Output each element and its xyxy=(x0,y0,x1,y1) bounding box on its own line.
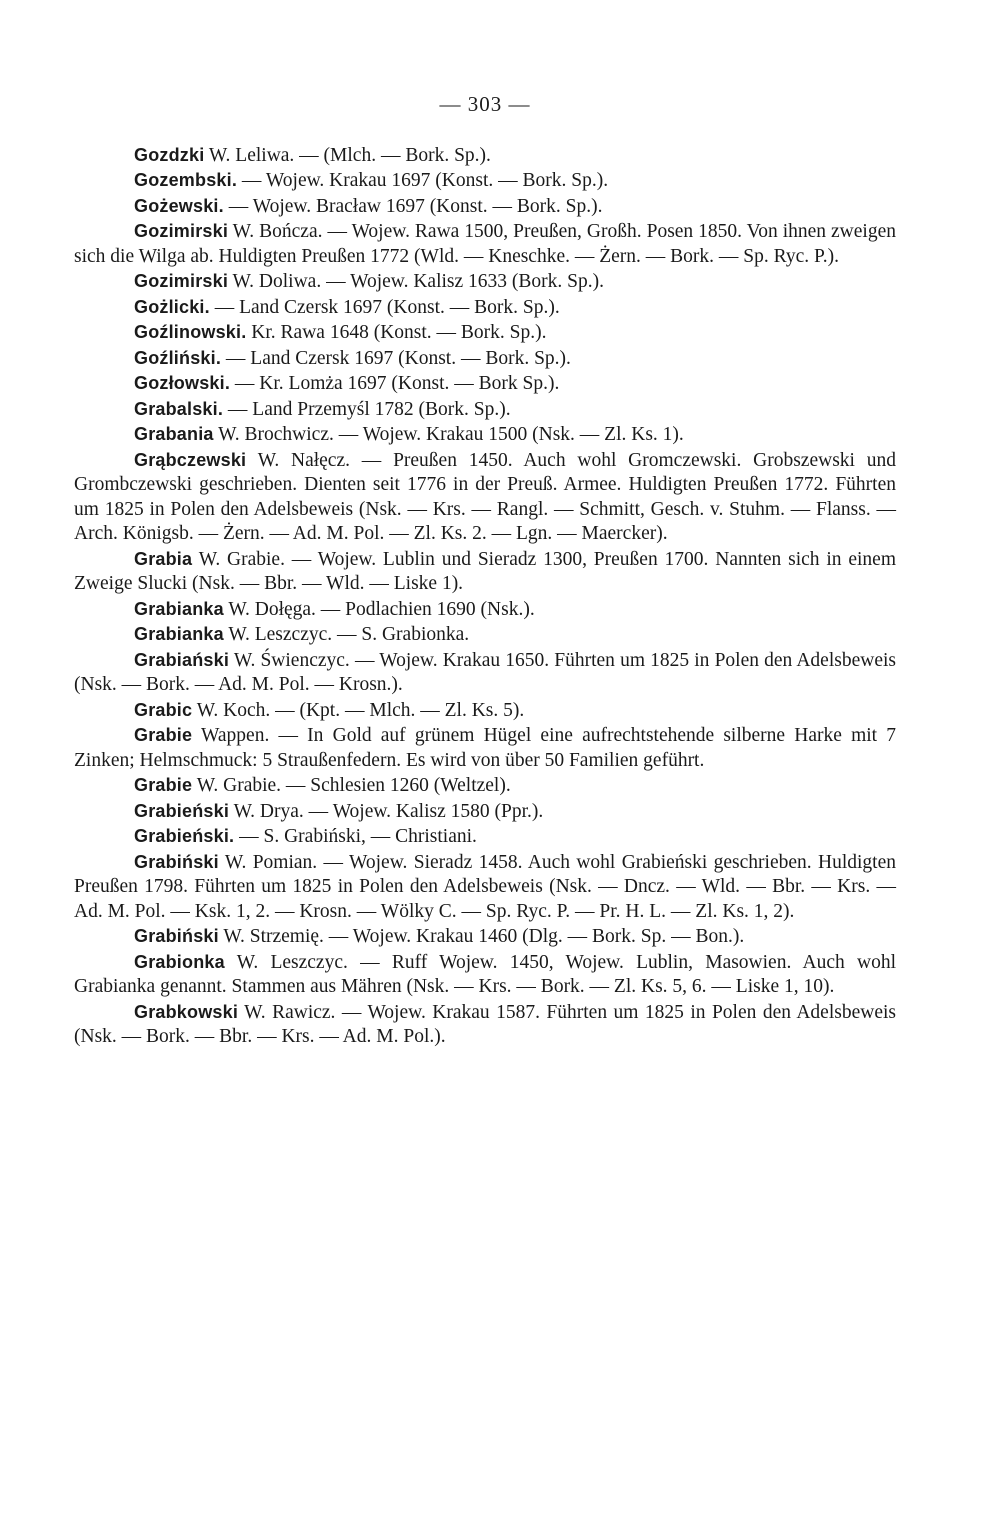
entry-text: W. Leszczyc. — S. Grabionka. xyxy=(223,624,470,645)
document-page xyxy=(74,92,896,1050)
entry xyxy=(74,950,896,1000)
entry-name: Grabianka xyxy=(134,624,224,644)
entry-text: Kr. Rawa 1648 (Konst. — Bork. Sp.). xyxy=(246,322,547,343)
entry xyxy=(74,698,896,724)
entry-text: W. Grabie. — Wojew. Lublin und Sieradz 1300, Preußen 1700. Nannten sich in einem Zweige Slucki (Nsk. — Bbr. — Wld. — Liske 1). xyxy=(74,548,896,594)
entry xyxy=(74,320,896,346)
entry xyxy=(74,269,896,295)
entry-name: Grabianka xyxy=(134,598,224,619)
entry-text: W. Drya. — Wojew. Kalisz 1580 (Ppr.). xyxy=(229,800,544,822)
entry xyxy=(74,371,896,397)
entry xyxy=(74,723,896,773)
entry xyxy=(74,799,896,825)
entry-text: W. Pomian. — Wojew. Sieradz 1458. Auch wohl Grabieński geschrieben. Huldigten Preußen 1798. Führten um 1825 in Polen den Adelsbeweis (Nsk. — Dncz. — Wld. — Bbr. — Krs. — Ad. M. Pol. — Ksk. 1, 2. — Krosn. — Wölky C. — Sp. Ryc. P. — Pr. H. L. — Zl. Ks. 1, 2). xyxy=(74,851,896,922)
entry-name: Grabic xyxy=(134,699,193,720)
entry xyxy=(74,448,896,547)
entry-text: W. Leliwa. — (Mlch. — Bork. Sp.). xyxy=(204,144,491,166)
entry-name: Grąbczewski xyxy=(134,449,247,470)
entry-name: Goźliński. xyxy=(134,347,222,368)
entry-name: Gożlicki. xyxy=(134,296,210,317)
entry-list xyxy=(74,143,896,1050)
entry-name: Goźlinowski. xyxy=(134,322,247,342)
entry xyxy=(74,168,896,194)
entry-text: — Land Przemyśl 1782 (Bork. Sp.). xyxy=(223,398,511,420)
entry xyxy=(74,547,896,597)
entry xyxy=(74,346,896,372)
entry-name: Gozłowski. xyxy=(134,373,231,393)
entry-name: Grabiński xyxy=(134,851,219,872)
entry-text: W. Rawicz. — Wojew. Krakau 1587. Führten um 1825 in Polen den Adelsbeweis (Nsk. — Bork. — Bbr. — Krs. — Ad. M. Pol.). xyxy=(74,1001,896,1047)
entry xyxy=(74,143,896,169)
entry-text: W. Doliwa. — Wojew. Kalisz 1633 (Bork. Sp.). xyxy=(228,271,604,292)
entry-text: — Kr. Lomża 1697 (Konst. — Bork Sp.). xyxy=(230,373,560,394)
entry-text: W. Leszczyc. — Ruff Wojew. 1450, Wojew. Lublin, Masowien. Auch wohl Grabianka genannt. Stammen aus Mähren (Nsk. — Krs. — Bork. — Zl. Ks. 5, 6. — Liske 1, 10). xyxy=(74,951,896,997)
entry-text: Wappen. — In Gold auf grünem Hügel eine aufrechtstehende silberne Harke mit 7 Zinken; Helmschmuck: 5 Straußenfedern. Es wird von über 50 Familien geführt. xyxy=(74,725,896,771)
entry-text: — Wojew. Krakau 1697 (Konst. — Bork. Sp.). xyxy=(237,170,609,191)
entry xyxy=(74,295,896,321)
entry-name: Grabania xyxy=(134,424,214,444)
entry-name: Grabiński xyxy=(134,926,219,946)
entry-text: — Wojew. Bracław 1697 (Konst. — Bork. Sp.). xyxy=(223,195,603,217)
entry-name: Grabie xyxy=(134,775,193,795)
entry-name: Grabiański xyxy=(134,649,230,670)
entry xyxy=(74,824,896,850)
entry-name: Gozimirski xyxy=(134,271,229,291)
entry-text: W. Bończa. — Wojew. Rawa 1500, Preußen, Großh. Posen 1850. Von ihnen zweigen sich die Wilga ab. Huldigten Preußen 1772 (Wld. — Kneschke. — Żern. — Bork. — Sp. Ryc. P.). xyxy=(74,221,896,267)
entry xyxy=(74,648,896,698)
entry-name: Grabalski. xyxy=(134,398,224,419)
entry-text: W. Świenczyc. — Wojew. Krakau 1650. Führten um 1825 in Polen den Adelsbeweis (Nsk. — Bork. — Ad. M. Pol. — Krosn.). xyxy=(74,649,896,695)
entry-text: W. Koch. — (Kpt. — Mlch. — Zl. Ks. 5). xyxy=(192,699,525,721)
entry-text: W. Grabie. — Schlesien 1260 (Weltzel). xyxy=(192,775,511,796)
entry xyxy=(74,1000,896,1050)
page-number: — 303 — xyxy=(439,92,531,116)
entry xyxy=(74,422,896,448)
entry xyxy=(74,924,896,950)
entry-text: W. Strzemię. — Wojew. Krakau 1460 (Dlg. — Bork. Sp. — Bon.). xyxy=(218,926,745,947)
entry-text: — S. Grabiński, — Christiani. xyxy=(234,826,477,847)
entry-name: Grabieński xyxy=(134,800,230,821)
entry-name: Grabionka xyxy=(134,951,225,972)
entry-name: Gozimirski xyxy=(134,221,229,241)
entry-name: Gozembski. xyxy=(134,170,238,190)
entry-name: Gozdzki xyxy=(134,144,205,165)
entry-text: W. Dołęga. — Podlachien 1690 (Nsk.). xyxy=(223,598,535,620)
entry-name: Grabieński. xyxy=(134,826,235,846)
entry-text: — Land Czersk 1697 (Konst. — Bork. Sp.). xyxy=(209,296,560,318)
entry-text: W. Nałęcz. — Preußen 1450. Auch wohl Gromczewski. Grobszewski und Grombczewski geschrieben. Dienten seit 1776 in der Preuß. Armee. Huldigten Preußen 1772. Führten um 1825 in Polen den Adelsbeweis (Nsk. — Krs. — Rangl. — Schmitt, Gesch. v. Stuhm. — Flanss. — Arch. Königsb. — Żern. — Ad. M. Pol. — Zl. Ks. 2. — Lgn. — Maercker). xyxy=(74,449,896,544)
entry xyxy=(74,773,896,799)
entry xyxy=(74,850,896,925)
entry xyxy=(74,219,896,269)
entry xyxy=(74,397,896,423)
entry-name: Grabkowski xyxy=(134,1001,239,1022)
entry xyxy=(74,194,896,220)
entry-text: W. Brochwicz. — Wojew. Krakau 1500 (Nsk. — Zl. Ks. 1). xyxy=(213,424,684,445)
entry-name: Grabia xyxy=(134,548,193,569)
entry-text: — Land Czersk 1697 (Konst. — Bork. Sp.). xyxy=(221,347,571,369)
entry xyxy=(74,622,896,648)
entry xyxy=(74,597,896,623)
entry-name: Grabie xyxy=(134,725,193,745)
entry-name: Gożewski. xyxy=(134,195,224,216)
